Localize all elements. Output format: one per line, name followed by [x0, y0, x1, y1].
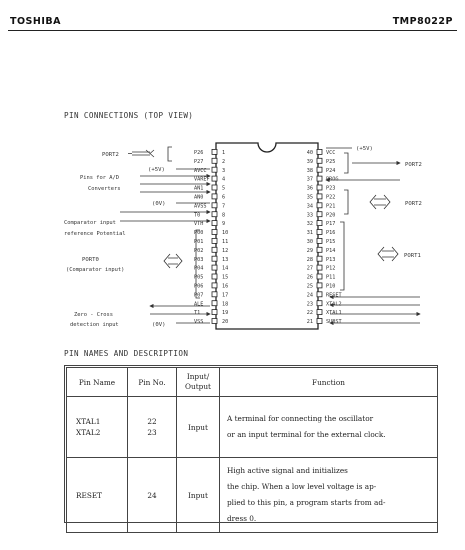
function-line: or an input terminal for the external clock. — [227, 430, 386, 439]
pin-number-left: 18 — [222, 301, 229, 308]
pin-number-right: 29 — [306, 247, 313, 254]
chip-pin-left — [194, 238, 228, 245]
pin-label-left: P26 — [194, 150, 204, 156]
chip-pin-right — [307, 265, 336, 272]
chip-pin-right — [307, 319, 342, 326]
pin-label-right: VCC — [326, 150, 336, 156]
chip-pin-right — [307, 301, 342, 308]
pin-connections-title: PIN CONNECTIONS (TOP VIEW) — [64, 111, 194, 120]
pin-number-right: 30 — [306, 239, 313, 245]
pin-label-left: P06 — [194, 283, 204, 290]
pin-number-left: 8 — [222, 212, 226, 219]
chip-pin-left — [194, 158, 225, 165]
pin-label-right: RESET — [326, 292, 342, 299]
cell-function — [220, 458, 438, 533]
pin-number-right: 22 — [306, 310, 313, 317]
chip-pin-right — [307, 194, 336, 201]
pin-number-right: 21 — [306, 319, 313, 326]
pin-number-right: 39 — [306, 158, 313, 165]
pin-number-left: 6 — [222, 194, 226, 201]
pin-number-left: 10 — [222, 230, 229, 237]
chip-pin-left — [194, 310, 228, 317]
function-line: High active signal and initializes — [227, 466, 348, 475]
pin-number-right: 33 — [306, 212, 313, 219]
chip-pin-left — [194, 265, 228, 272]
chip-pin-left — [194, 212, 225, 219]
chip-pin-left — [194, 247, 228, 254]
chip-pin-left — [194, 149, 225, 156]
pin-label-right: P17 — [326, 221, 336, 228]
arrow-port0 — [164, 254, 182, 268]
pin-label-right: P16 — [326, 230, 336, 237]
pin-number-left: 12 — [222, 247, 229, 254]
pin-number-left: 14 — [222, 265, 229, 272]
pin-label-left: VTH — [194, 221, 204, 228]
pin-name-2: XTAL2 — [76, 428, 101, 437]
pin-label-left: AN1 — [194, 185, 204, 192]
table-row — [67, 397, 438, 458]
pin-names-title: PIN NAMES AND DESCRIPTION — [64, 349, 189, 358]
chip-pin-left — [194, 221, 225, 228]
table-row — [67, 458, 438, 533]
chip-pin-right — [307, 221, 336, 228]
pin-number-left: 1 — [222, 150, 226, 156]
pin-label-right: P10 — [326, 283, 336, 290]
chip-pin-right — [307, 238, 336, 245]
label-pins-ad-2: Converters — [88, 186, 121, 192]
chip-pin-right — [307, 158, 336, 165]
pin-label-right: P25 — [326, 158, 336, 165]
pin-label-left: AN0 — [194, 194, 204, 201]
pin-number-right: 26 — [306, 274, 313, 281]
pin-label-right: P14 — [326, 247, 336, 254]
pin-number-right: 40 — [306, 150, 313, 156]
header-io — [177, 368, 220, 397]
chip-pin-left — [194, 185, 225, 192]
pin-label-right: P22 — [326, 194, 336, 201]
pin-label-right: P24 — [326, 167, 336, 174]
pin-label-right: P11 — [326, 274, 336, 281]
cell-pin-no — [128, 397, 177, 458]
label-plus5v-right: (+5V) — [356, 146, 373, 152]
cell-pin-no: 24 — [128, 458, 177, 533]
label-zero-cross-2: detection input — [70, 322, 119, 328]
pin-number-right: 27 — [306, 265, 313, 272]
chip-pin-right — [307, 185, 336, 192]
function-line: dress 0. — [227, 514, 257, 523]
chip-pin-left — [194, 230, 228, 237]
pin-number-left: 3 — [222, 167, 226, 174]
pin-number-left: 2 — [222, 158, 226, 165]
pin-label-right: XTAL1 — [326, 310, 342, 317]
pin-label-left: P03 — [194, 256, 204, 263]
label-port2-right-a: PORT2 — [405, 162, 422, 168]
pin-label-left: T1 — [194, 310, 201, 317]
function-line: A terminal for connecting the oscillator — [227, 414, 374, 423]
chip-pin-left — [194, 194, 225, 201]
pin-number-right: 28 — [306, 256, 313, 263]
pin-number-right: 23 — [306, 301, 313, 308]
chip-pin-right — [307, 176, 339, 183]
pin-label-left: VAREF — [194, 176, 210, 183]
function-line: plied to this pin, a program starts from ad- — [227, 498, 386, 507]
pin-number-left: 5 — [222, 185, 226, 192]
table-header-row — [67, 368, 438, 397]
chip-pin-right — [307, 149, 336, 156]
label-comparator-2: reference Potential — [64, 231, 126, 237]
pin-number-left: 16 — [222, 283, 229, 290]
arrow-port2-right — [370, 195, 390, 209]
brand-logo-text: TOSHIBA — [10, 16, 61, 27]
arrow-port1 — [378, 247, 398, 261]
pin-label-left: P27 — [194, 158, 204, 165]
pin-label-left: P04 — [194, 265, 204, 272]
chip-pin-right — [307, 292, 342, 299]
right-pin-group — [307, 149, 342, 325]
bracket-port2-left — [168, 147, 172, 161]
pin-number-right: 36 — [306, 185, 313, 192]
pin-number-right: 37 — [306, 176, 313, 183]
pin-number-right: 34 — [306, 203, 313, 210]
pin-number-left: 4 — [222, 176, 226, 183]
pin-number-left: 7 — [222, 203, 226, 210]
chip-pin-right — [307, 212, 336, 219]
pin-label-right: P12 — [326, 265, 336, 272]
header-io-line1: Input/ — [186, 372, 210, 381]
label-zero-cross-1: Zero - Cross — [74, 312, 113, 318]
pin-label-right: P21 — [326, 203, 336, 210]
chip-pin-left — [194, 167, 225, 174]
chip-pin-right — [307, 256, 336, 263]
label-comparator-1: Comparator input — [64, 220, 116, 226]
header-function: Function — [220, 368, 438, 397]
chip-pin-left — [194, 319, 228, 326]
cell-function — [220, 397, 438, 458]
pin-label-left: P00 — [194, 230, 204, 237]
pin-label-left: P02 — [194, 247, 204, 254]
chip-pin-right — [307, 167, 336, 174]
chip-pin-right — [307, 247, 336, 254]
chip-pin-left — [194, 176, 225, 183]
chip-pin-right — [307, 283, 336, 290]
pin-number-right: 31 — [306, 230, 313, 237]
pin-number-right: 25 — [306, 283, 313, 290]
header-pin-name: Pin Name — [67, 368, 128, 397]
pin-name-1: XTAL1 — [76, 417, 101, 426]
pin-label-right: P15 — [326, 239, 336, 245]
chip-pin-left — [194, 203, 225, 210]
pin-number-right: 38 — [306, 167, 313, 174]
cell-pin-name: RESET — [67, 458, 128, 533]
pin-label-left: P01 — [194, 239, 204, 245]
pin-number-left: 11 — [222, 239, 229, 245]
pin-number-left: 17 — [222, 292, 229, 299]
cell-io: Input — [177, 397, 220, 458]
label-port2-left: PORT2 — [102, 152, 119, 158]
pin-label-left: ALE — [194, 301, 204, 308]
label-port0-2: (Comparator input) — [66, 267, 125, 273]
pin-label-left: T0 — [194, 212, 201, 219]
label-zero-v-bottom: (0V) — [152, 322, 166, 328]
label-port1-right: PORT1 — [404, 253, 421, 259]
pin-number-right: 24 — [306, 292, 313, 299]
pin-label-left: AVSS — [194, 203, 207, 210]
chip-pin-right — [307, 310, 342, 317]
label-pins-ad-1: Pins for A/D — [80, 175, 119, 181]
pin-number-left: 19 — [222, 310, 229, 317]
label-zero-v-left: (0V) — [152, 201, 166, 207]
header-pin-no: Pin No. — [128, 368, 177, 397]
chip-pin-left — [194, 292, 228, 299]
chip-pin-right — [307, 203, 336, 210]
pin-label-left: P05 — [194, 274, 204, 281]
pin-number-left: 9 — [222, 221, 226, 228]
pin-label-left: VSS — [194, 319, 204, 326]
cell-io: Input — [177, 458, 220, 533]
pin-no-2: 23 — [147, 428, 157, 437]
chip-pin-left — [194, 283, 228, 290]
pin-label-left: P07 — [194, 292, 204, 299]
chip-pin-right — [307, 230, 336, 237]
bracket-port2-right-b — [344, 190, 348, 214]
pin-label-right: XTAL2 — [326, 301, 342, 308]
pin-label-right: PROG — [326, 176, 339, 183]
pin-no-1: 22 — [147, 417, 157, 426]
chip-pin-left — [194, 256, 228, 263]
label-plus5v-left: (+5V) — [148, 167, 165, 173]
bracket-port2-right-a — [344, 153, 348, 173]
pin-label-right: P20 — [326, 212, 336, 219]
pin-label-right: P13 — [326, 256, 336, 263]
pin-label-right: P23 — [326, 185, 336, 192]
pin-number-right: 35 — [306, 194, 313, 201]
pin-label-right: SUBST — [326, 319, 342, 326]
chip-outline — [216, 143, 318, 329]
label-port2-right-b: PORT2 — [405, 201, 422, 207]
chip-pin-right — [307, 274, 336, 281]
arrow-port2-left — [128, 152, 150, 155]
pin-number-left: 15 — [222, 274, 229, 281]
label-port0-1: PORT0 — [82, 257, 99, 263]
chip-pin-left — [194, 274, 228, 281]
pin-description-table — [66, 367, 438, 533]
part-number: TMP8022P — [392, 16, 453, 27]
bracket-port1 — [340, 222, 344, 290]
pin-number-left: 20 — [222, 319, 229, 326]
cell-pin-name — [67, 397, 128, 458]
header-io-line2: Output — [185, 382, 211, 391]
pin-number-left: 13 — [222, 256, 229, 263]
function-line: the chip. When a low level voltage is ap- — [227, 482, 377, 491]
pin-number-right: 32 — [306, 221, 313, 228]
pin-label-left: AVCC — [194, 167, 207, 174]
